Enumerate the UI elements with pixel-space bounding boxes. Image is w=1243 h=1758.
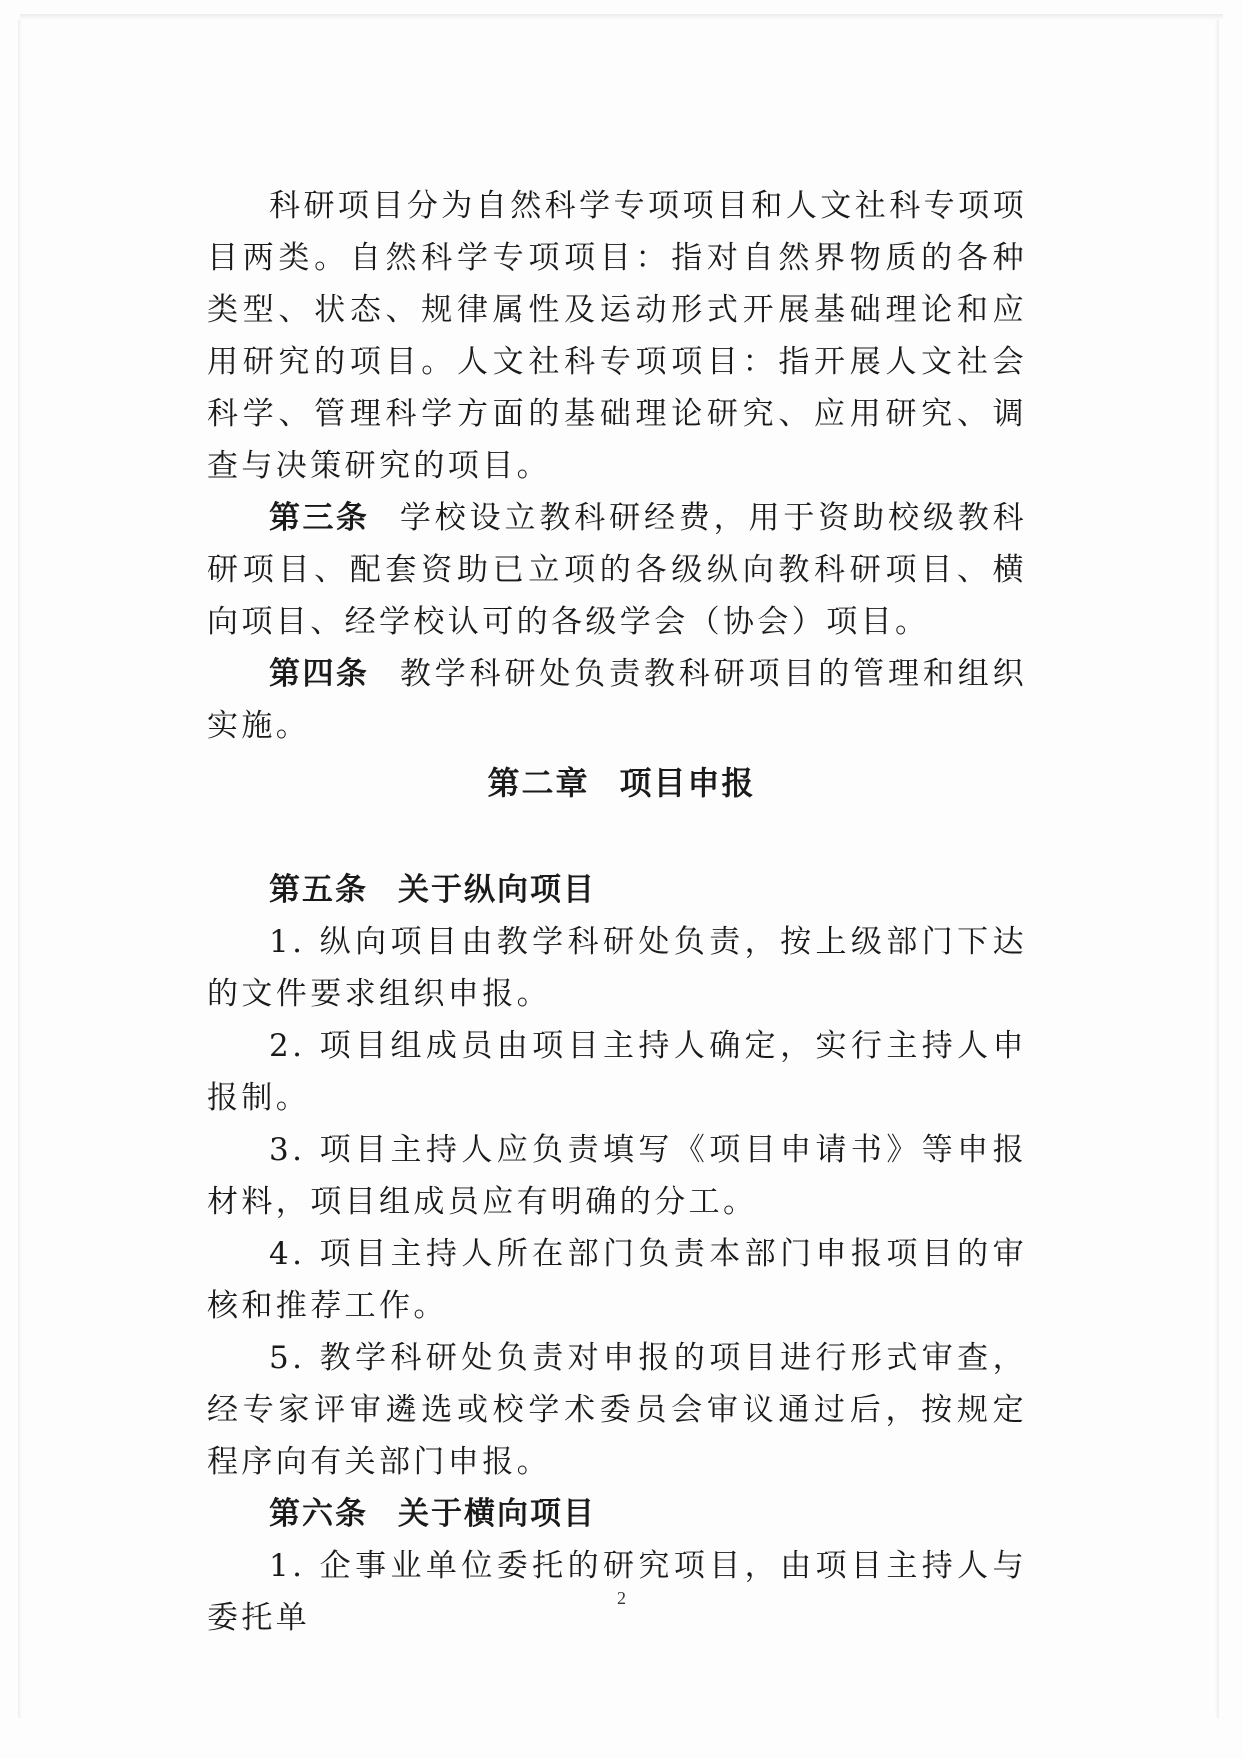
article-3-heading: 第三条 bbox=[269, 500, 370, 536]
chapter-number: 第二章 bbox=[487, 764, 590, 802]
chapter-title: 项目申报 bbox=[619, 764, 756, 802]
scan-edge bbox=[20, 14, 1223, 20]
article-4-heading: 第四条 bbox=[269, 656, 370, 692]
article-3-text: 学校设立教科研经费，用于资助校级教科研项目、配套资助已立项的各级纵向教科研项目、横向项目、经学校认可的各级学会（协会）项目。 bbox=[207, 500, 1028, 640]
article-6-heading-line bbox=[207, 1488, 1027, 1540]
article-6-heading: 第六条 bbox=[269, 1496, 368, 1532]
list-item: 5. 教学科研处负责对申报的项目进行形式审查，经专家评审遴选或校学术委员会审议通过后，按规定程序向有关部门申报。 bbox=[207, 1340, 1027, 1480]
scan-edge bbox=[18, 20, 22, 1718]
article-5-heading-line bbox=[207, 864, 1027, 916]
article-3 bbox=[207, 492, 1027, 648]
body-text-section-1 bbox=[207, 180, 1027, 752]
article-4 bbox=[207, 648, 1027, 752]
list-item: 1. 纵向项目由教学科研处负责，按上级部门下达的文件要求组织申报。 bbox=[207, 924, 1027, 1012]
list-item: 4. 项目主持人所在部门负责本部门申报项目的审核和推荐工作。 bbox=[207, 1236, 1027, 1324]
page-number: 2 bbox=[617, 1588, 626, 1608]
body-text-section-2 bbox=[207, 864, 1027, 1644]
list-item: 3. 项目主持人应负责填写《项目申请书》等申报材料，项目组成员应有明确的分工。 bbox=[207, 1132, 1027, 1220]
article-5-heading: 第五条 bbox=[269, 872, 368, 908]
list-item: 1. 企事业单位委托的研究项目，由项目主持人与委托单 bbox=[207, 1548, 1027, 1636]
chapter-heading bbox=[0, 758, 1243, 804]
scan-edge bbox=[1215, 20, 1219, 1718]
article-5-title: 关于纵向项目 bbox=[398, 872, 596, 908]
paragraph-research-categories: 科研项目分为自然科学专项项目和人文社科专项项目两类。自然科学专项项目：指对自然界物质的各种类型、状态、规律属性及运动形式开展基础理论和应用研究的项目。人文社科专项项目：指开展人文社会科学、管理科学方面的基础理论研究、应用研究、调查与决策研究的项目。 bbox=[207, 188, 1027, 484]
list-item: 2. 项目组成员由项目主持人确定，实行主持人申报制。 bbox=[207, 1028, 1027, 1116]
article-4-text: 教学科研处负责教科研项目的管理和组织实施。 bbox=[207, 656, 1028, 744]
article-6-title: 关于横向项目 bbox=[398, 1496, 596, 1532]
